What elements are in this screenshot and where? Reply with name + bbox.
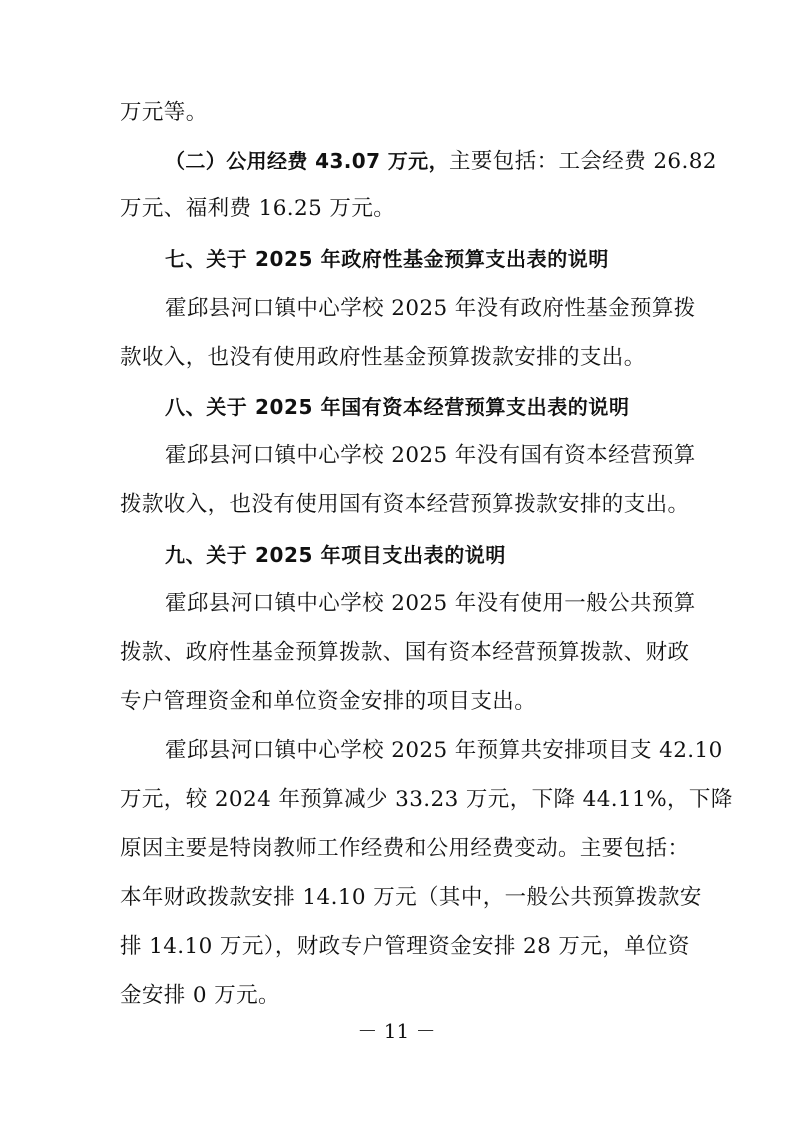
body-text-line: 霍邱县河口镇中心学校 2025 年没有国有资本经营预算 <box>165 443 696 468</box>
section-heading: 七、关于 2025 年政府性基金预算支出表的说明 <box>165 247 609 271</box>
body-text-line: 霍邱县河口镇中心学校 2025 年没有政府性基金预算拨 <box>165 296 696 321</box>
page-number: － 11 － <box>357 1019 436 1043</box>
body-text-line: 万元等。 <box>120 100 208 125</box>
body-text-line: 专户管理资金和单位资金安排的项目支出。 <box>120 689 537 714</box>
body-text-line: 万元、福利费 16.25 万元。 <box>120 196 396 221</box>
bold-subheading: （二）公用经费 43.07 万元， <box>165 149 449 173</box>
section-heading: 九、关于 2025 年项目支出表的说明 <box>165 543 506 567</box>
body-text-inline: 主要包括：工会经费 26.82 <box>449 149 717 174</box>
section-heading: 八、关于 2025 年国有资本经营预算支出表的说明 <box>165 395 630 419</box>
body-text-line: 霍邱县河口镇中心学校 2025 年没有使用一般公共预算 <box>165 591 696 616</box>
body-text-line: 金安排 0 万元。 <box>120 983 280 1008</box>
body-paragraph-public-funds <box>165 146 717 177</box>
body-text-line: 款收入，也没有使用政府性基金预算拨款安排的支出。 <box>120 345 646 370</box>
body-text-line: 万元，较 2024 年预算减少 33.23 万元，下降 44.11%，下降 <box>120 787 733 812</box>
body-text-line: 排 14.10 万元），财政专户管理资金安排 28 万元，单位资 <box>120 934 690 959</box>
body-text-line: 拨款、政府性基金预算拨款、国有资本经营预算拨款、财政 <box>120 640 690 665</box>
body-text-line: 本年财政拨款安排 14.10 万元（其中，一般公共预算拨款安 <box>120 885 702 910</box>
body-text-line: 原因主要是特岗教师工作经费和公用经费变动。主要包括： <box>120 836 690 861</box>
body-text-line: 拨款收入，也没有使用国有资本经营预算拨款安排的支出。 <box>120 492 690 517</box>
body-text-line: 霍邱县河口镇中心学校 2025 年预算共安排项目支 42.10 <box>165 738 723 763</box>
